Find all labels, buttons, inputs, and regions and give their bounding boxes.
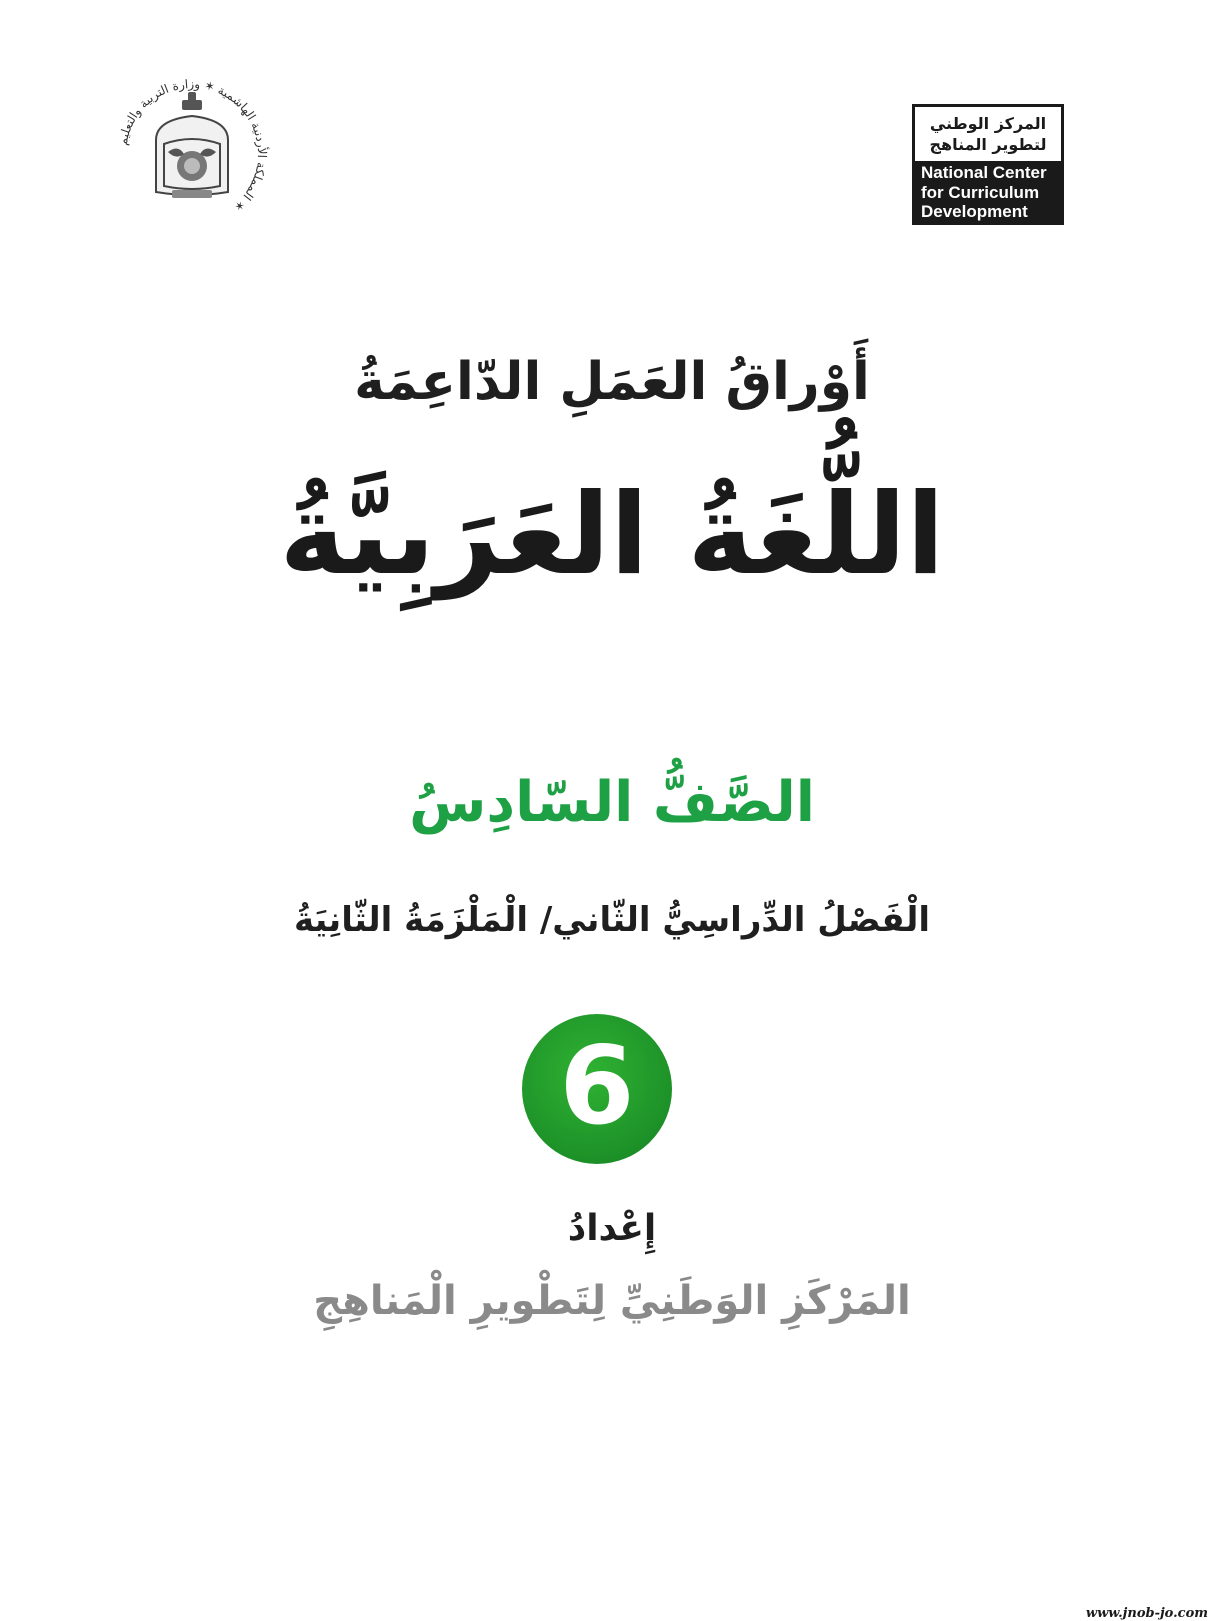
nccd-english-line3: Development [921, 202, 1028, 221]
prepared-by-name: المَرْكَزِ الوَطَنِيِّ لِتَطْويرِ الْمَناهِجِ [313, 1278, 911, 1324]
nccd-logo-arabic [915, 107, 1061, 161]
ministry-seal [112, 74, 272, 234]
grade-label: الصَّفُّ السّادِسُ [409, 770, 815, 835]
svg-text:المملكة الأردنية الهاشمية ✶ وز: المملكة الأردنية الهاشمية ✶ وزارة التربية والتعليم ✶ [115, 76, 270, 215]
website-watermark: www.jnob-jo.com [1085, 1606, 1208, 1621]
nccd-english-line1: National Center [921, 163, 1047, 182]
prepared-by-label: إِعْدادُ [567, 1208, 657, 1249]
nccd-arabic-line1: المركز الوطني [929, 114, 1047, 133]
nccd-logo-english [915, 161, 1061, 222]
grade-number: 6 [559, 1024, 635, 1149]
nccd-logo [912, 104, 1064, 225]
nccd-english-line2: for Curriculum [921, 182, 1040, 202]
grade-number-badge [522, 1014, 672, 1164]
cover-main-title: اللُّغَةُ العَرَبِيَّةُ [279, 470, 945, 600]
nccd-arabic-line2: لتطوير المناهج [929, 135, 1047, 154]
semester-label: الْفَصْلُ الدِّراسِيُّ الثّاني/ الْمَلْزَمَةُ الثّانِيَةُ [293, 900, 931, 940]
cover-subtitle: أَوْراقُ العَمَلِ الدّاعِمَةُ [354, 352, 870, 412]
